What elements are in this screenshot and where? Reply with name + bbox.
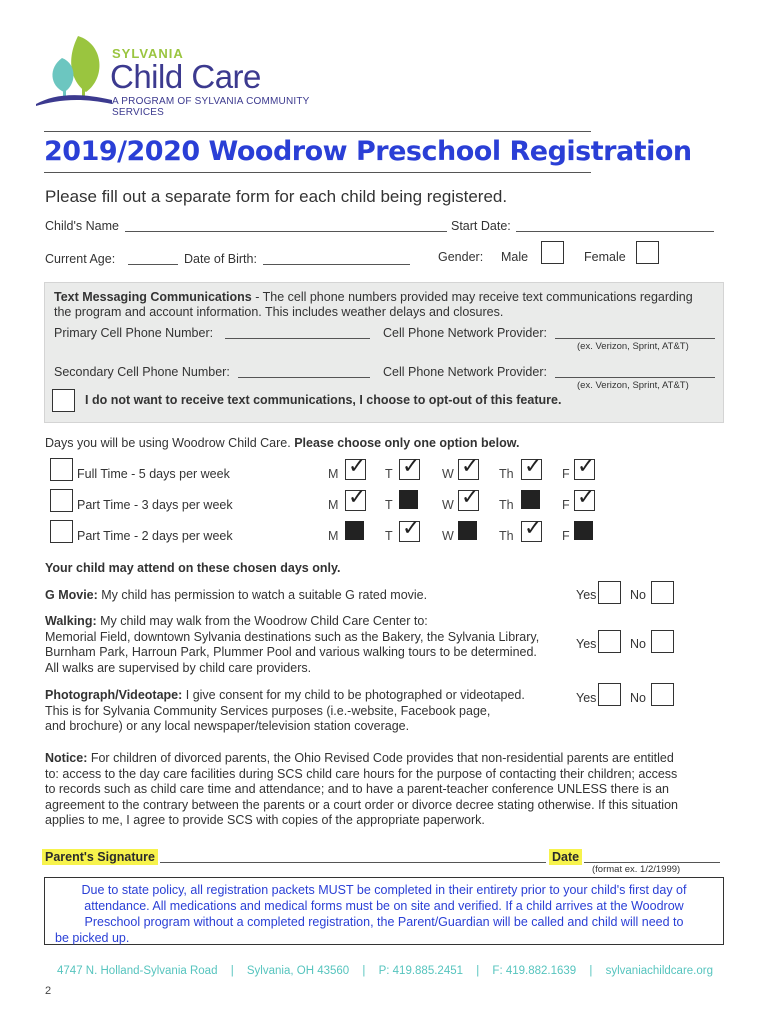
g-movie-no-checkbox[interactable] [651, 581, 674, 604]
g-movie-no-label: No [630, 588, 646, 602]
text-messaging-intro [54, 290, 693, 304]
title-bottom-rule [44, 172, 591, 173]
day-label: Th [499, 467, 514, 481]
secondary-phone-label: Secondary Cell Phone Number: [54, 365, 230, 379]
day-checkbox-w[interactable] [458, 521, 477, 540]
day-checkbox-t[interactable] [399, 490, 418, 509]
footer-address: 4747 N. Holland-Sylvania Road [57, 965, 218, 977]
day-label: M [328, 529, 339, 543]
gender-label: Gender: [438, 250, 484, 264]
day-label: F [562, 467, 570, 481]
female-checkbox[interactable] [636, 241, 659, 264]
date-label: Date [549, 849, 582, 865]
day-checkbox-th[interactable] [521, 459, 542, 480]
notice-line-2: to: access to the day care facilities during SCS child care hours for the purpose of contacting their children; access [45, 766, 678, 781]
page-title: 2019/2020 Woodrow Preschool Registration [44, 136, 692, 167]
female-label: Female [584, 250, 626, 264]
day-label: W [442, 467, 454, 481]
walking-line-3: Burnham Park, Harroun Park, Plummer Pool and various walking tours to be determined. [45, 645, 537, 659]
primary-provider-label: Cell Phone Network Provider: [383, 326, 547, 340]
schedule-option-checkbox[interactable] [50, 520, 73, 543]
start-date-label: Start Date: [451, 219, 511, 233]
schedule-option-checkbox[interactable] [50, 458, 73, 481]
day-checkbox-f[interactable] [574, 459, 595, 480]
notice-line-4: agreement to the contrary between the parents or a court order or divorce decree stating otherwise. If this situation [45, 797, 678, 812]
walking-no-checkbox[interactable] [651, 630, 674, 653]
footer-contact [0, 965, 770, 977]
start-date-field[interactable] [516, 231, 714, 232]
walking-line-4: All walks are supervised by child care providers. [45, 660, 312, 675]
child-name-field[interactable] [125, 231, 447, 232]
footer-separator: | [589, 965, 593, 977]
photo-paragraph [45, 688, 525, 735]
photo-label: Photograph/Videotape: [45, 688, 183, 702]
g-movie-text: My child has permission to watch a suitable G rated movie. [97, 588, 428, 602]
current-age-label: Current Age: [45, 252, 116, 266]
day-label: W [442, 498, 454, 512]
day-label: Th [499, 498, 514, 512]
sylvania-child-care-logo [34, 34, 354, 118]
policy-line-3: Preschool program without a completed registration, the Parent/Guardian will be called and child will need to [84, 915, 684, 929]
schedule-option-label: Full Time - 5 days per week [77, 467, 230, 481]
parent-signature-field[interactable] [160, 862, 546, 863]
days-note [45, 561, 340, 575]
footer-separator: | [476, 965, 480, 977]
male-checkbox[interactable] [541, 241, 564, 264]
day-label: F [562, 498, 570, 512]
footer-city: Sylvania, OH 43560 [246, 965, 350, 977]
current-age-field[interactable] [128, 264, 178, 265]
text-messaging-heading: Text Messaging Communications [54, 290, 252, 304]
notice-label: Notice: [45, 751, 88, 765]
notice-paragraph [45, 751, 678, 829]
day-label: M [328, 498, 339, 512]
male-label: Male [501, 250, 529, 264]
policy-line-1: Due to state policy, all registration packets MUST be completed in their entirety prior to your child's first day of [81, 883, 687, 897]
primary-provider-field[interactable] [555, 338, 715, 339]
opt-out-text: I do not want to receive text communications, I choose to opt-out of this feature. [85, 393, 562, 407]
day-label: Th [499, 529, 514, 543]
day-label: T [385, 467, 393, 481]
walking-no-label: No [630, 637, 646, 651]
date-format-hint: (format ex. 1/2/1999) [592, 864, 681, 875]
walking-label: Walking: [45, 614, 97, 628]
footer-separator: | [362, 965, 366, 977]
child-name-label: Child's Name [45, 219, 119, 233]
secondary-provider-label: Cell Phone Network Provider: [383, 365, 547, 379]
dob-label: Date of Birth: [184, 252, 257, 266]
primary-provider-hint: (ex. Verizon, Sprint, AT&T) [577, 341, 689, 352]
walking-yes-checkbox[interactable] [598, 630, 621, 653]
primary-phone-label: Primary Cell Phone Number: [54, 326, 214, 340]
photo-no-checkbox[interactable] [651, 683, 674, 706]
walking-line-2: Memorial Field, downtown Sylvania destinations such as the Bakery, the Sylvania Library, [45, 629, 540, 644]
policy-line-2: attendance. All medications and medical forms must be on site and verified. If a child arrives at the Woodrow [84, 899, 684, 913]
primary-phone-field[interactable] [225, 338, 370, 339]
secondary-provider-field[interactable] [555, 377, 715, 378]
footer-fax: F: 419.882.1639 [492, 965, 577, 977]
parent-signature-label: Parent's Signature [42, 849, 158, 865]
notice-line-1: For children of divorced parents, the Ohio Revised Code provides that non-residential parents are entitled [87, 751, 674, 765]
days-intro-text: Days you will be using Woodrow Child Care. [45, 436, 295, 450]
footer-website[interactable]: sylvaniachildcare.org [605, 965, 713, 977]
title-top-rule [44, 131, 591, 132]
day-checkbox-w[interactable] [458, 459, 479, 480]
intro-text: Please fill out a separate form for each child being registered. [45, 187, 508, 206]
text-messaging-body-2: the program and account information. This includes weather delays and closures. [54, 305, 504, 319]
days-intro [45, 436, 519, 450]
logo-subtitle: A PROGRAM OF SYLVANIA COMMUNITY SERVICES [112, 96, 310, 118]
day-checkbox-th[interactable] [521, 490, 540, 509]
tree-leaf-icon [34, 34, 114, 110]
photo-line-2: This is for Sylvania Community Services purposes (i.e.-website, Facebook page, [45, 703, 491, 718]
day-label: T [385, 498, 393, 512]
days-intro-bold: Please choose only one option below. [294, 436, 520, 450]
notice-line-5: applies to me, I agree to provide SCS with copies of the appropriate paperwork. [45, 813, 485, 827]
logo-main-word: Child Care [110, 58, 261, 95]
opt-out-checkbox[interactable] [52, 389, 75, 412]
day-checkbox-t[interactable] [399, 521, 420, 542]
g-movie-yes-checkbox[interactable] [598, 581, 621, 604]
walking-line-1: My child may walk from the Woodrow Child Care Center to: [96, 614, 428, 628]
secondary-phone-field[interactable] [238, 377, 370, 378]
days-note-text: Your child may attend on these chosen days only. [45, 561, 341, 575]
day-checkbox-m[interactable] [345, 459, 366, 480]
page-number: 2 [45, 985, 52, 997]
dob-field[interactable] [263, 264, 410, 265]
schedule-option-checkbox[interactable] [50, 489, 73, 512]
day-checkbox-th[interactable] [521, 521, 542, 542]
photo-line-1: I give consent for my child to be photographed or videotaped. [182, 688, 525, 702]
day-label: F [562, 529, 570, 543]
walking-yes-label: Yes [576, 637, 597, 651]
day-checkbox-m[interactable] [345, 521, 364, 540]
walking-paragraph [45, 614, 539, 676]
photo-yes-label: Yes [576, 691, 597, 705]
secondary-provider-hint: (ex. Verizon, Sprint, AT&T) [577, 380, 689, 391]
g-movie-row [45, 588, 427, 602]
day-label: M [328, 467, 339, 481]
signature-date-field[interactable] [584, 862, 720, 863]
photo-yes-checkbox[interactable] [598, 683, 621, 706]
photo-line-3: and brochure) or any local newspaper/television station coverage. [45, 719, 410, 733]
photo-no-label: No [630, 691, 646, 705]
policy-notice-box [44, 877, 724, 945]
g-movie-yes-label: Yes [576, 588, 597, 602]
day-checkbox-f[interactable] [574, 521, 593, 540]
g-movie-label: G Movie: [45, 588, 98, 602]
day-checkbox-m[interactable] [345, 490, 366, 511]
day-checkbox-w[interactable] [458, 490, 479, 511]
opt-out-label [85, 393, 561, 407]
day-label: W [442, 529, 454, 543]
footer-separator: | [230, 965, 234, 977]
schedule-option-label: Part Time - 3 days per week [77, 498, 233, 512]
footer-phone: P: 419.885.2451 [378, 965, 464, 977]
policy-line-4: be picked up. [55, 931, 130, 945]
day-checkbox-f[interactable] [574, 490, 595, 511]
logo-top-word: SYLVANIA [112, 46, 184, 61]
schedule-option-label: Part Time - 2 days per week [77, 529, 233, 543]
notice-line-3: to records such as child care time and attendance; and to have a parent-teacher conference UNLESS there is an [45, 782, 669, 796]
day-checkbox-t[interactable] [399, 459, 420, 480]
day-label: T [385, 529, 393, 543]
text-messaging-body-1: - The cell phone numbers provided may receive text communications regarding [251, 290, 693, 304]
